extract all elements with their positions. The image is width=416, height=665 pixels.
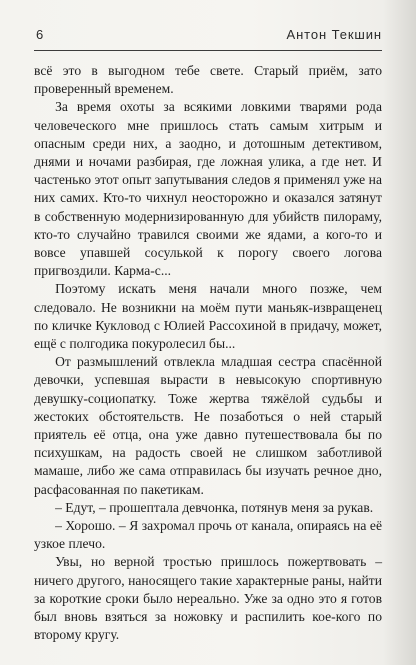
running-head-author: Антон Текшин — [286, 27, 382, 42]
paragraph: Увы, но верной тростью пришлось пожертвовать – ничего другого, наносящего такие характерные раны, найти за короткие сроки было нереально. Уже за одно это я готов был вновь взяться за ножовку и распилить кое-кого по второму кругу. — [34, 554, 382, 643]
paragraph: За время охоты за всякими ловкими тварями рода человеческого мне пришлось стать самым хитрым и опасным среди них, а заодно, и дотошным детективом, днями и ночами разбирая, где ложная улика, а где нет. И частенько этот опыт запутывания следов я применял уже на них самих. Кто-то чихнул неосторожно и оказался затянут в собственную модернизированную для убийств пилораму, кто-то случайно травился своими же ядами, а кого-то и вовсе упавшей сосулькой к порогу своего логова пригвоздили. Карма-с... — [34, 99, 382, 279]
page-number: 6 — [36, 27, 44, 42]
paragraph: От размышлений отвлекла младшая сестра спасённой девочки, успевшая вырасти в невысокую спортивную девушку-социопатку. Тоже жертва тяжёлой судьбы и жестоких обстоятельств. Не позаботься о ней старый приятель её отца, она уже давно путешествовала бы по психушкам, на радость своей не слишком заботливой мамаше, либо же сама отправилась бы изучать речное дно, расфасованная по пакетикам. — [34, 354, 382, 497]
paragraph: Поэтому искать меня начали много позже, чем следовало. Не возникни на моём пути маньяк-извращенец по кличке Кукловод с Юлией Рассохиной в придачу, может, ещё с полгодика покуролесил бы... — [34, 281, 382, 352]
dialogue-paragraph: – Едут, – прошептала девчонка, потянув меня за рукав. — [55, 499, 374, 515]
dialogue-paragraph: – Хорошо. – Я захромал прочь от канала, опираясь на её узкое плечо. — [34, 518, 382, 552]
page-header — [34, 22, 382, 51]
body-text — [34, 62, 382, 645]
paragraph-continuation: всё это в выгодном тебе свете. Старый приём, зато проверенный временем. — [34, 63, 382, 97]
